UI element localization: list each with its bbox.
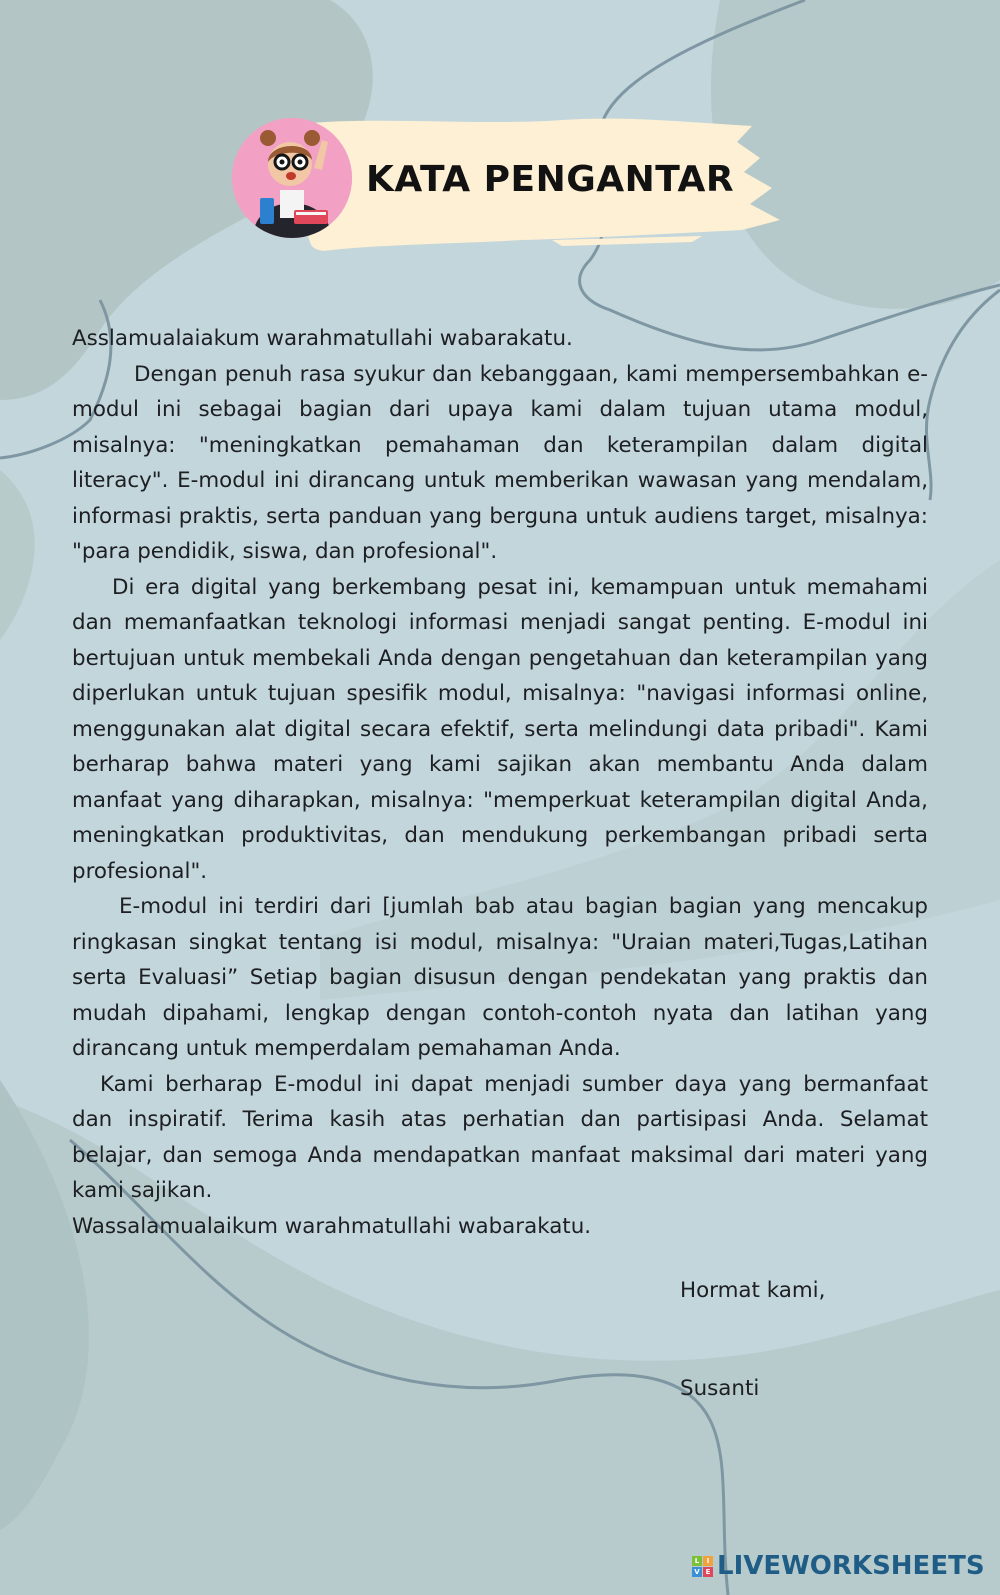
page-title: KATA PENGANTAR — [366, 159, 735, 200]
brand-name: LIVEWORKSHEETS — [717, 1551, 985, 1581]
girl-reading-illustration — [232, 118, 352, 238]
logo-letter: L — [692, 1556, 702, 1566]
liveworksheets-logo-icon — [692, 1556, 713, 1577]
paragraph-1: Dengan penuh rasa syukur dan kebanggaan, kami mempersembahkan e-modul ini sebagai bagian dari upaya kami dalam tujuan utama modul, misalnya: "meningkatkan pemahaman dan keterampilan dalam digital literacy". E-modul ini dirancang untuk memberikan wawasan yang mendalam, informasi praktis, serta panduan yang berguna untuk audiens target, misalnya: "para pendidik, siswa, dan profesional". — [72, 361, 928, 564]
regards: Hormat kami, — [680, 1278, 826, 1303]
opening-greeting: Asslamualaiakum warahmatullahi wabarakatu. — [72, 326, 573, 351]
letter-body — [72, 321, 928, 1244]
liveworksheets-branding — [692, 1553, 985, 1579]
logo-letter: I — [703, 1556, 713, 1566]
blob-left — [0, 470, 35, 640]
logo-letter: V — [692, 1567, 702, 1577]
logo-letter: E — [703, 1567, 713, 1577]
paragraph-3: E-modul ini terdiri dari [jumlah bab atau bagian bagian yang mencakup ringkasan singkat tentang isi modul, misalnya: "Uraian materi,Tugas,Latihan serta Evaluasi” Setiap bagian disusun dengan pendekatan yang praktis dan mudah dipahami, lengkap dengan contoh-contoh nyata dan latihan yang dirancang untuk memperdalam pemahaman Anda. — [72, 894, 928, 1061]
paragraph-4: Kami berharap E-modul ini dapat menjadi sumber daya yang bermanfaat dan inspiratif. Terima kasih atas perhatian dan partisipasi Anda. Selamat belajar, dan semoga Anda mendapatkan manfaat maksimal dari materi yang kami sajikan. — [72, 1071, 928, 1203]
signature-name: Susanti — [680, 1376, 760, 1401]
curve-right — [926, 290, 1000, 500]
title-banner — [232, 112, 792, 262]
closing-greeting: Wassalamualaikum warahmatullahi wabarakatu. — [72, 1213, 592, 1239]
paragraph-2: Di era digital yang berkembang pesat ini, kemampuan untuk memahami dan memanfaatkan teknologi informasi menjadi sangat penting. E-modul ini bertujuan untuk membekali Anda dengan pengetahuan dan keterampilan yang diperlukan untuk tujuan spesifik modul, misalnya: "navigasi informasi online, menggunakan alat digital secara efektif, serta melindungi data pribadi". Kami berharap bahwa materi yang kami sajikan akan membantu Anda dalam manfaat yang diharapkan, misalnya: "memperkuat keterampilan digital Anda, meningkatkan produktivitas, dan mendukung perkembangan pribadi serta profesional". — [72, 574, 928, 884]
avatar — [232, 118, 352, 238]
